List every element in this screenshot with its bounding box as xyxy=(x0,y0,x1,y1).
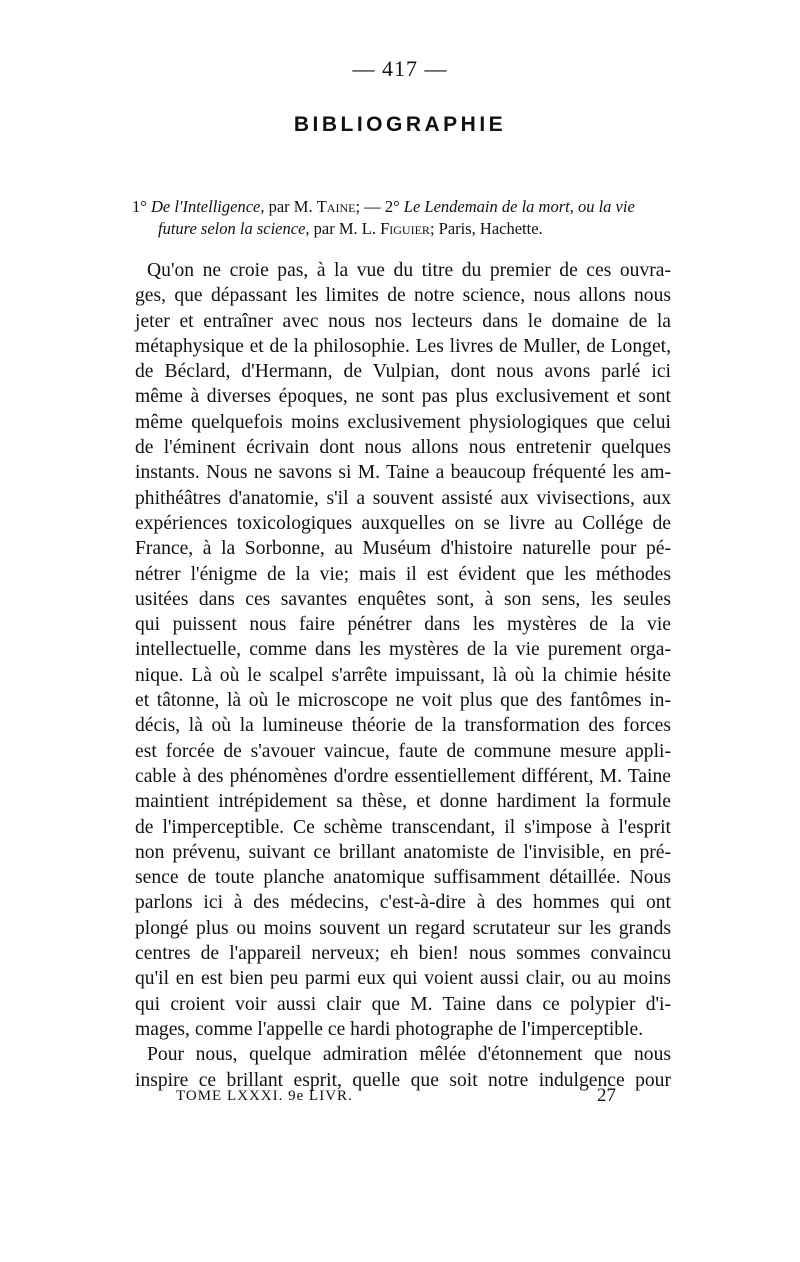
citation-publisher: ; Paris, Hachette. xyxy=(429,219,543,238)
text-line: qu'il en est bien peu parmi eux qui voient aussi clair, ou au moins xyxy=(135,968,671,990)
text-line: Pour nous, quelque admiration mêlée d'étonnement que nous xyxy=(147,1044,671,1066)
citation-author-1: Taine xyxy=(316,197,356,216)
text-line: usitées dans ces savantes enquêtes sont, à son sens, les seules xyxy=(135,588,671,610)
text-line: même quelquefois moins exclusivement physiologiques que celui xyxy=(135,411,671,433)
text-line: Qu'on ne croie pas, à la vue du titre du premier de ces ouvra- xyxy=(147,260,671,281)
citation-line-1 xyxy=(132,196,672,218)
text-line: et tâtonne, là où le microscope ne voit plus que des fantômes in- xyxy=(135,690,671,712)
citation-by-1: par M. xyxy=(268,197,313,216)
citation-work-title-1: De l'Intelligence, xyxy=(150,197,265,216)
citation-author-2: Figuier xyxy=(380,219,430,238)
text-line: maintient intrépidement sa thèse, et donne hardiment la formule xyxy=(135,791,671,813)
text-line: mages, comme l'appelle ce hardi photographe de l'imperceptible. xyxy=(135,1018,644,1040)
citation-line-2 xyxy=(132,218,672,240)
page-footer xyxy=(176,1085,616,1106)
text-line: de l'imperceptible. Ce schème transcendant, il s'impose à l'esprit xyxy=(135,816,671,838)
body-text xyxy=(135,258,671,1093)
signature-mark: TOME LXXXI. 9e LIVR. xyxy=(176,1088,353,1104)
text-line: phithéâtres d'anatomie, s'il a souvent assisté aux vivisections, aux xyxy=(135,487,671,509)
text-line: jeter et entraîner avec nous nos lecteurs dans le domaine de la xyxy=(135,310,671,332)
text-line: qui puissent nous faire pénétrer dans les mystères de la vie xyxy=(135,614,671,636)
text-line: parlons ici à des médecins, c'est-à-dire à des hommes qui ont xyxy=(135,892,671,914)
text-line: de Béclard, d'Hermann, de Vulpian, dont nous avons parlé ici xyxy=(135,361,671,383)
citation-by-2: par M. L. xyxy=(313,219,376,238)
bibliographic-citation xyxy=(132,196,672,240)
text-line: intellectuelle, comme dans les mystères de la vie purement orga- xyxy=(135,639,671,661)
text-line: instants. Nous ne savons si M. Taine a beaucoup fréquenté les am- xyxy=(135,462,671,484)
sheet-number: 27 xyxy=(597,1085,616,1106)
text-line: même à diverses époques, ne sont pas plus exclusivement et sont xyxy=(135,386,671,408)
citation-number-2: 2° xyxy=(384,197,400,216)
text-line: cable à des phénomènes d'ordre essentiellement différent, M. Taine xyxy=(135,765,671,787)
citation-work-title-2a: Le Lendemain de la mort, ou la vie xyxy=(403,197,635,216)
text-line: décis, là où la lumineuse théorie de la transformation des forces xyxy=(135,715,671,737)
citation-number-1: 1° xyxy=(132,197,147,216)
text-line: de l'éminent écrivain dont nous allons nous entretenir quelques xyxy=(135,437,671,459)
text-line: est forcée de s'avouer vaincue, faute de commune mesure appli- xyxy=(135,740,671,762)
text-line: nétrer l'énigme de la vie; mais il est évident que les méthodes xyxy=(135,563,671,585)
text-line: métaphysique et de la philosophie. Les livres de Muller, de Longet, xyxy=(135,335,671,357)
text-line: nique. Là où le scalpel s'arrête impuissant, là où la chimie hésite xyxy=(135,664,671,686)
text-line: plongé plus ou moins souvent un regard scrutateur sur les grands xyxy=(135,917,671,939)
citation-work-title-2b: future selon la science, xyxy=(158,219,310,238)
text-line: non prévenu, suivant ce brillant anatomiste de l'invisible, en pré- xyxy=(135,841,671,863)
text-line: qui croient voir aussi clair que M. Taine dans ce polypier d'i- xyxy=(135,993,671,1015)
text-line: sence de toute planche anatomique suffisamment détaillée. Nous xyxy=(135,867,671,889)
text-line: expériences toxicologiques auxquelles on se livre au Collége de xyxy=(135,512,671,534)
text-line: centres de l'appareil nerveux; eh bien! nous sommes convaincu xyxy=(135,943,671,965)
text-line: France, à la Sorbonne, au Muséum d'histoire naturelle pour pé- xyxy=(135,538,671,560)
section-title: BIBLIOGRAPHIE xyxy=(293,113,507,136)
page-number: — 417 — xyxy=(352,56,448,81)
text-line: inspire ce brillant esprit, quelle que soit notre indulgence pour xyxy=(135,1069,671,1091)
citation-separator: ; — xyxy=(355,197,381,216)
text-line: ges, que dépassant les limites de notre science, nous allons nous xyxy=(135,285,671,307)
